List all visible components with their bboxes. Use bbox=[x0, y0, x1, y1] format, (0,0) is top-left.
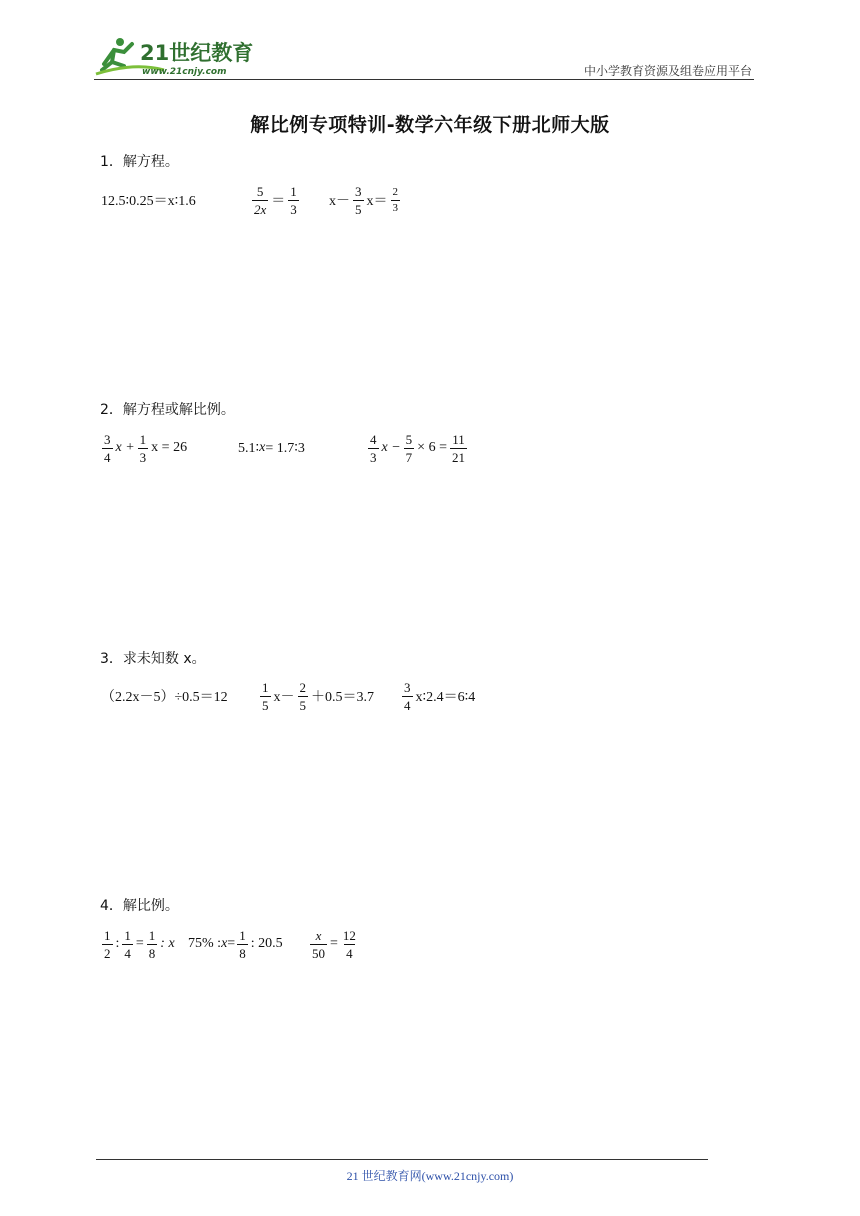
footer-divider bbox=[96, 1159, 708, 1160]
fraction: $\frac{1}{8}$ bbox=[239, 927, 246, 961]
fraction: $\frac{1}{8}$ bbox=[148, 927, 156, 961]
question-2-equations bbox=[100, 426, 800, 470]
logo-text: 21世纪教育 bbox=[140, 41, 254, 65]
fraction: $\frac{5}{2x}$ bbox=[254, 183, 267, 217]
equation: 75% : x = $\frac{1}{8}$ : 20.5 bbox=[188, 927, 283, 961]
fraction: $\frac{4}{3}$ bbox=[370, 431, 377, 465]
fraction: $\frac{3}{5}$ bbox=[355, 183, 362, 217]
equation: 5.1∶ x = 1.7∶3 bbox=[238, 440, 305, 456]
equation: （2.2x－5）÷0.5＝12 bbox=[101, 690, 228, 705]
fraction: $\frac{1}{2}$ bbox=[104, 927, 111, 961]
equation: $\frac{3}{4}$ x∶2.4＝6∶4 bbox=[404, 679, 476, 713]
equation: $\frac{4}{3}$ x − $\frac{5}{7}$ × 6 = $\frac{11}{21}$ bbox=[370, 431, 465, 465]
question-2-label: 2．解方程或解比例。 bbox=[100, 402, 235, 418]
fraction: $\frac{1}{3}$ bbox=[139, 431, 147, 465]
equation: $\frac{5}{2x}$ ＝ $\frac{1}{3}$ bbox=[254, 183, 297, 217]
equation: x－ $\frac{3}{5}$ x＝ $\frac{2}{3}$ bbox=[329, 183, 398, 217]
fraction: $\frac{1}{4}$ bbox=[124, 927, 131, 961]
logo bbox=[94, 34, 256, 78]
logo-runner-icon bbox=[94, 34, 256, 78]
question-1-label: 1．解方程。 bbox=[100, 154, 179, 170]
equation: $\frac{x}{50}$ = $\frac{12}{4}$ bbox=[312, 927, 356, 961]
fraction: $\frac{5}{7}$ bbox=[405, 431, 413, 465]
header-divider bbox=[94, 79, 754, 80]
page-title: 解比例专项特训-数学六年级下册北师大版 bbox=[250, 114, 610, 136]
question-1-equations bbox=[100, 178, 800, 222]
equation: $\frac{3}{4}$ x + $\frac{1}{3}$ x = 26 bbox=[104, 431, 188, 465]
fraction: $\frac{11}{21}$ bbox=[451, 431, 465, 465]
footer-link[interactable]: 21 世纪教育网(www.21cnjy.com) bbox=[346, 1169, 514, 1183]
fraction: $\frac{3}{4}$ bbox=[404, 679, 411, 713]
equation: $\frac{1}{2}$ : $\frac{1}{4}$ = $\frac{1}{8}$ : x bbox=[104, 927, 175, 961]
question-4-equations bbox=[100, 922, 800, 966]
fraction: $\frac{12}{4}$ bbox=[342, 927, 356, 961]
fraction: $\frac{x}{50}$ bbox=[312, 927, 325, 961]
equation-text: 12.5∶0.25＝x∶1.6 bbox=[101, 194, 196, 209]
question-4-label: 4．解比例。 bbox=[100, 898, 179, 914]
fraction: $\frac{1}{3}$ bbox=[290, 183, 297, 217]
question-3-label: 3．求未知数 x。 bbox=[100, 651, 206, 667]
equation: $\frac{1}{5}$ x－ $\frac{2}{5}$ ＋0.5＝3.7 bbox=[262, 679, 374, 713]
header-platform-text: 中小学教育资源及组卷应用平台 bbox=[583, 64, 752, 78]
fraction: $\frac{1}{5}$ bbox=[262, 679, 269, 713]
question-3-equations bbox=[100, 674, 800, 718]
fraction: $\frac{2}{3}$ bbox=[392, 185, 398, 214]
logo-url: www.21cnjy.com bbox=[142, 67, 227, 77]
fraction: $\frac{2}{5}$ bbox=[299, 679, 306, 713]
fraction: $\frac{3}{4}$ bbox=[104, 431, 111, 465]
equation bbox=[100, 178, 197, 222]
